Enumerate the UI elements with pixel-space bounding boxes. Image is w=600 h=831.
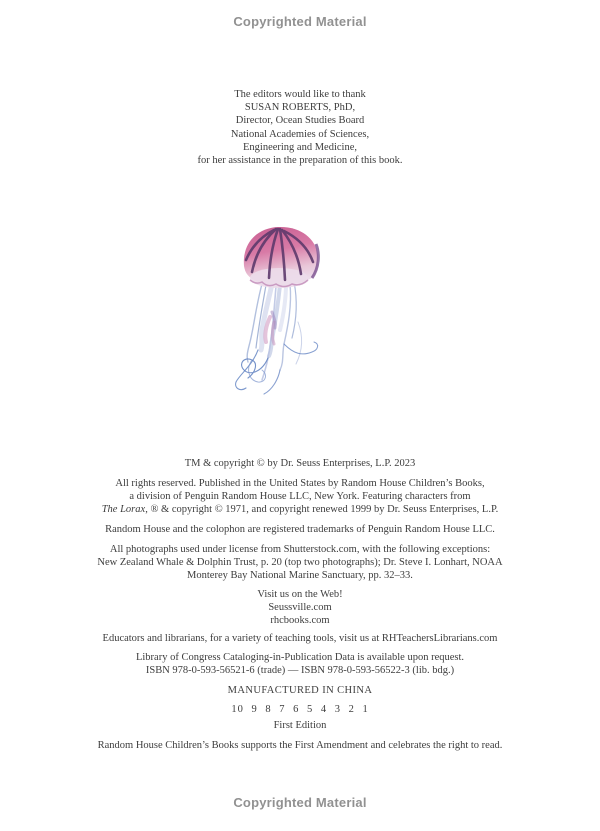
lorax-rest: , ® & copyright © 1971, and copyright renewed 1999 by Dr. Seuss Enterprises, L.P.	[145, 504, 499, 516]
web-heading: Visit us on the Web!	[257, 589, 343, 600]
first-amendment-line: Random House Children’s Books supports the First Amendment and celebrates the right to read.	[97, 740, 503, 751]
acknowledgment-line: National Academies of Sciences,	[230, 128, 370, 140]
web-site-rhcbooks: rhcbooks.com	[270, 615, 330, 627]
lorax-title: The Lorax	[101, 504, 146, 516]
jellyfish-bell	[244, 227, 319, 288]
rights-paragraph	[0, 477, 600, 517]
print-run-line: 10 9 8 7 6 5 4 3 2 1	[231, 704, 369, 715]
acknowledgment-line: The editors would like to thank	[234, 89, 366, 100]
edition-line: First Edition	[273, 720, 327, 731]
jellyfish-tentacles	[236, 282, 318, 394]
photo-credit-line: All photographs used under license from Shutterstock.com, with the following exceptions:	[109, 544, 491, 555]
photo-credit-line: Monterey Bay National Marine Sanctuary, pp. 32–33.	[187, 570, 413, 582]
rights-line: All rights reserved. Published in the United States by Random House Children’s Books,	[115, 478, 485, 489]
educators-line: Educators and librarians, for a variety of teaching tools, visit us at RHTeachersLibrarians.com	[102, 633, 498, 644]
acknowledgment-block	[0, 88, 600, 167]
copyrighted-material-banner-bottom: Copyrighted Material	[233, 795, 367, 810]
photo-credit-line: New Zealand Whale & Dolphin Trust, p. 20 (top two photographs); Dr. Steve I. Lonhart, NOAA	[97, 557, 503, 569]
web-links-block	[0, 588, 600, 628]
trademark-line: Random House and the colophon are registered trademarks of Penguin Random House LLC.	[105, 524, 495, 535]
isbn-line: ISBN 978-0-593-56521-6 (trade) — ISBN 978-0-593-56522-3 (lib. bdg.)	[145, 665, 455, 677]
acknowledgment-line: for her assistance in the preparation of this book.	[197, 155, 403, 167]
web-site-seussville: Seussville.com	[268, 602, 332, 614]
rights-line-lorax	[0, 503, 600, 516]
rights-line: a division of Penguin Random House LLC, New York. Featuring characters from	[129, 491, 471, 503]
photo-credits-paragraph	[0, 543, 600, 583]
loc-isbn-block	[0, 651, 600, 677]
jellyfish-image	[228, 222, 336, 400]
acknowledgment-line: Engineering and Medicine,	[242, 141, 357, 153]
tm-copyright-line: TM & copyright © by Dr. Seuss Enterprises, L.P. 2023	[184, 458, 416, 469]
manufactured-line: MANUFACTURED IN CHINA	[227, 685, 373, 696]
copyrighted-material-banner-top: Copyrighted Material	[233, 14, 367, 29]
acknowledgment-line: Director, Ocean Studies Board	[235, 115, 365, 127]
acknowledgment-line: SUSAN ROBERTS, PhD,	[244, 102, 356, 114]
loc-line: Library of Congress Cataloging-in-Publication Data is available upon request.	[135, 652, 465, 663]
